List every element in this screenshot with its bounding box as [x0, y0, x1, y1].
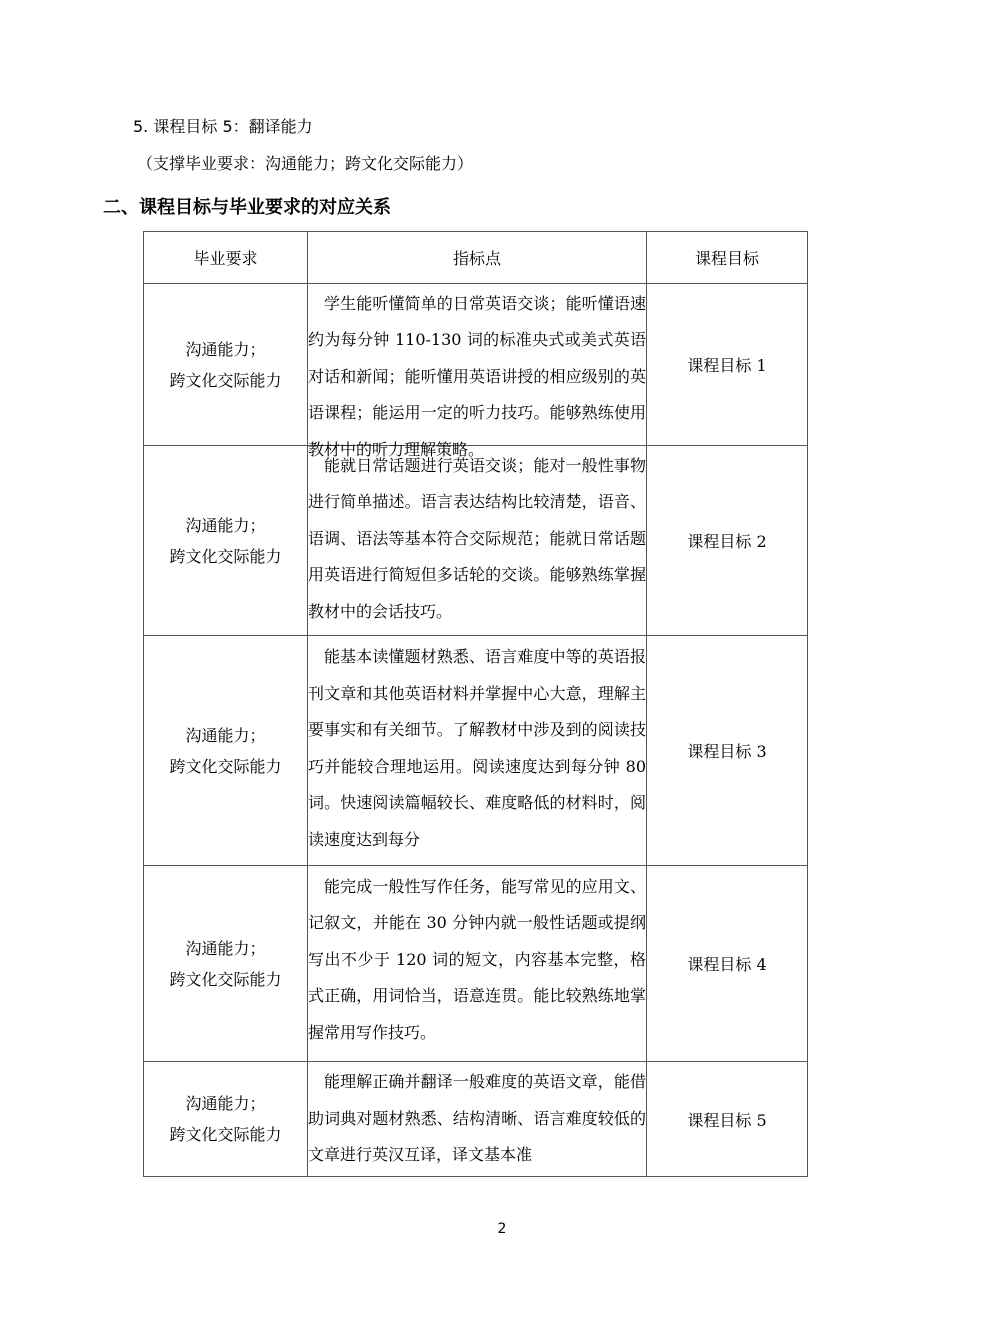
requirement-line-1: 沟通能力；: [185, 515, 266, 535]
requirement-line-1: 沟通能力；: [185, 1094, 266, 1113]
header-graduation-requirement: 毕业要求: [144, 232, 308, 284]
indicator-text: 能就日常话题进行英语交谈；能对一般性事物进行简单描述。语言表达结构比较清楚，语音、语调、语法等基本符合交际规范；能就日常话题用英语进行简短但多话轮的交谈。能够熟练掌握教材中的会话技巧。: [308, 455, 646, 621]
header-indicator: 指标点: [308, 232, 647, 284]
table-row: [144, 284, 808, 446]
course-goal-5-line: 5. 课程目标 5：翻译能力: [133, 117, 313, 136]
requirement-cell: [144, 866, 308, 1062]
requirement-line-1: 沟通能力；: [185, 938, 266, 958]
indicator-text: 能完成一般性写作任务，能写常见的应用文、记叙文，并能在 30 分钟内就一般性话题或提纲写出不少于 120 词的短文，内容基本完整，格式正确，用词恰当，语意连贯。能比较熟练地掌握常用写作技巧。: [308, 876, 646, 1042]
requirement-line-1: 沟通能力；: [185, 725, 266, 745]
requirement-line-2: 跨文化交际能力: [169, 756, 282, 776]
objective-cell: 课程目标 3: [647, 636, 808, 866]
requirement-line-2: 跨文化交际能力: [169, 1125, 282, 1144]
indicator-cell: [308, 446, 647, 636]
indicator-text: 能理解正确并翻译一般难度的英语文章，能借助词典对题材熟悉、结构清晰、语言难度较低的文章进行英汉互译，译文基本准: [308, 1072, 646, 1164]
requirement-line-2: 跨文化交际能力: [169, 370, 282, 390]
indicator-cell: [308, 284, 647, 459]
requirement-line-2: 跨文化交际能力: [169, 969, 282, 989]
section-heading: 二、课程目标与毕业要求的对应关系: [103, 197, 391, 218]
table-row: [144, 1062, 808, 1177]
indicator-text: 能基本读懂题材熟悉、语言难度中等的英语报刊文章和其他英语材料并掌握中心大意，理解主要事实和有关细节。了解教材中涉及到的阅读技巧并能较合理地运用。阅读速度达到每分钟 80 词。快速阅读篇幅较长、难度略低的材料时，阅读速度达到每分: [308, 647, 646, 849]
requirement-cell: [144, 636, 308, 866]
indicator-text: 学生能听懂简单的日常英语交谈；能听懂语速约为每分钟 110-130 词的标准央式或美式英语对话和新闻；能听懂用英语讲授的相应级别的英语课程；能运用一定的听力技巧。能够熟练使用教材中的听力理解策略。: [308, 293, 646, 459]
requirement-cell: [144, 1062, 308, 1177]
header-course-objective: 课程目标: [647, 232, 808, 284]
indicator-cell: [308, 1062, 647, 1177]
objective-cell: 课程目标 4: [647, 866, 808, 1062]
objective-cell: 课程目标 1: [647, 284, 808, 446]
table-row: [144, 446, 808, 636]
objective-cell: 课程目标 2: [647, 446, 808, 636]
requirement-line-2: 跨文化交际能力: [169, 546, 282, 566]
page-number: 2: [497, 1221, 507, 1237]
indicator-cell: [308, 866, 647, 1062]
table-row: [144, 636, 808, 866]
table-row: [144, 866, 808, 1062]
objective-cell: 课程目标 5: [647, 1062, 808, 1177]
requirement-line-1: 沟通能力；: [185, 339, 266, 359]
table-header-row: [144, 232, 808, 284]
indicator-cell: [308, 636, 647, 866]
requirement-cell: [144, 284, 308, 446]
goal-requirement-table: [143, 231, 808, 1177]
requirement-cell: [144, 446, 308, 636]
support-requirements-line: （支撑毕业要求：沟通能力；跨文化交际能力）: [137, 154, 474, 173]
